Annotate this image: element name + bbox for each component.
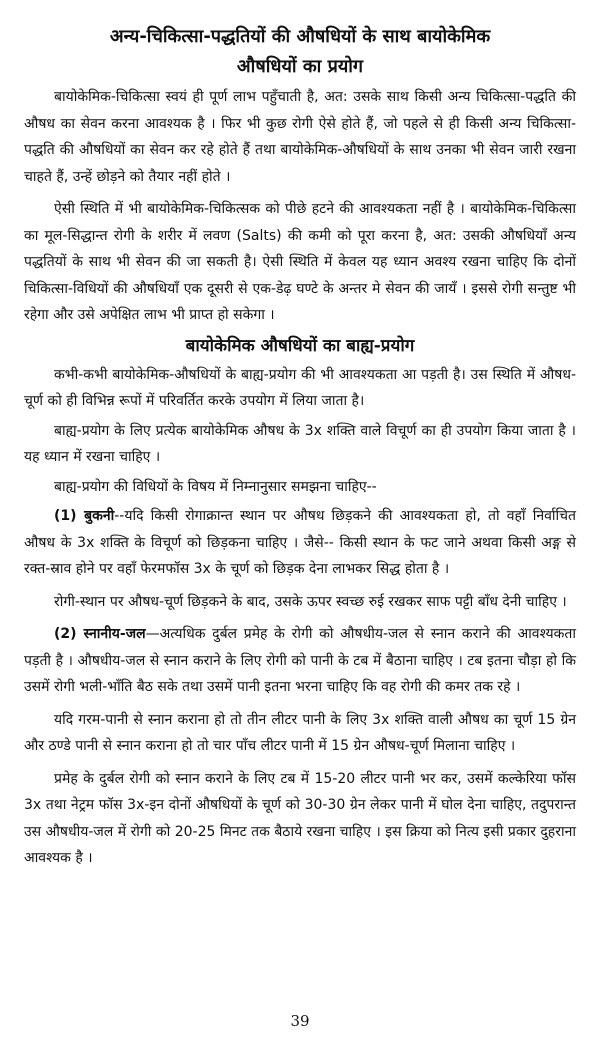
paragraph-water-dose: यदि गरम-पानी से स्नान कराना हो तो तीन लीटर पानी के लिए 3x शक्ति वाली औषध का चूर्ण 15 ग्रेन और ठण्डे पानी से स्नान कराना हो तो चार पाँच लीटर पानी में 15 ग्रेन औषध-चूर्ण मिलाना चाहिए । (24, 711, 576, 754)
page-number: 39 (290, 1012, 310, 1030)
paragraph-external-need: कभी-कभी बायोकेमिक-औषधियों के बाह्य-प्रयोग की भी आवश्यकता आ पड़ती है। उस स्थिति में औषध-चूर्ण को ही विभिन्न रूपों में परिवर्तित करके उपयोग में लिया जाता है। (24, 366, 576, 409)
title-line-2: औषधियों का प्रयोग (236, 56, 364, 77)
method-powder-text: --यदि किसी रोगाक्रान्त स्थान पर औषध छिड़कने की आवश्यकता हो, तो वहाँ निर्वाचित औषध के 3x शक्ति के विचूर्ण को छिड़कना चाहिए । जैसे-- किसी स्थान के फट जाने अथवा किसी अङ्ग से रक्त-स्राव होने पर वहाँ फेरमफॉस 3x के चूर्ण को छिड़क देना लाभकर सिद्ध होता है । (24, 508, 576, 577)
paragraph-bandage: रोगी-स्थान पर औषध-चूर्ण छिड़कने के बाद, उसके ऊपर स्वच्छ रुई रखकर साफ पट्टी बाँध देनी चाहिए । (54, 593, 567, 610)
paragraph-methods-intro: बाह्य-प्रयोग की विधियों के विषय में निम्नानुसार समझना चाहिए-- (54, 478, 377, 495)
paragraph-method-powder (24, 503, 576, 583)
page-title (24, 22, 576, 82)
title-line-1: अन्य-चिकित्सा-पद्धतियों की औषधियों के साथ बायोकेमिक (109, 26, 491, 47)
paragraph-intro: बायोकेमिक-चिकित्सा स्वयं ही पूर्ण लाभ पहुँचाती है, अत: उसके साथ किसी अन्य चिकित्सा-पद्धति की औषध का सेवन करना आवश्यक है । फिर भी कुछ रोगी ऐसे होते हैं, जो पहले से ही किसी अन्य चिकित्सा-पद्धति की औषधियों का सेवन कर रहे होते हैं तथा बायोकेमिक-औषधियों के साथ उनका भी सेवन जारी रखना चाहते हैं, उन्हें छोड़ने को तैयार नहीं होते । (24, 89, 576, 185)
paragraph-method-bath (24, 621, 576, 701)
paragraph-combination: ऐसी स्थिति में भी बायोकेमिक-चिकित्सक को पीछे हटने की आवश्यकता नहीं है । बायोकेमिक-चिकित्सा का मूल-सिद्धान्त रोगी के शरीर में लवण (Salts) की कमी को पूरा करना है, अत: उसकी औषधियाँ अन्य पद्धतियों के साथ भी सेवन की जा सकती है। ऐसी स्थिति में केवल यह ध्यान अवश्य रखना चाहिए कि दोनों चिकित्सा-विधियों की औषधियाँ एक दूसरी से एक-डेढ़ घण्टे के अन्तर मे सेवन की जायँ । इससे रोगी सन्तुष्ट भी रहेगा और उसे अपेक्षित लाभ भी प्राप्त हो सकेगा । (24, 201, 576, 323)
paragraph-3x-potency: बाह्य-प्रयोग के लिए प्रत्येक बायोकेमिक औषध के 3x शक्ति वाले विचूर्ण का ही उपयोग किया जाता है । यह ध्यान में रखना चाहिए । (24, 422, 576, 465)
method-powder-label: (1) बुकनी (54, 508, 115, 524)
section-heading-external-use: बायोकेमिक औषधियों का बाह्य-प्रयोग (185, 335, 415, 356)
method-bath-text: —अत्यधिक दुर्बल प्रमेह के रोगी को औषधीय-जल से स्नान कराने की आवश्यकता पड़ती है । औषधीय-जल से स्नान कराने के लिए रोगी को पानी के टब में बैठाना चाहिए । टब इतना चौड़ा हो कि उसमें रोगी भली-भाँति बैठ सके तथा उसमें पानी इतना भरना चाहिए कि वह रोगी की कमर तक रहे । (24, 626, 576, 695)
paragraph-prameh-bath: प्रमेह के दुर्बल रोगी को स्नान कराने के लिए टब में 15-20 लीटर पानी भर कर, उसमें कल्केरिया फॉस 3x तथा नेट्रम फॉस 3x-इन दोनों औषधियों के चूर्ण को 30-30 ग्रेन लेकर पानी में घोल देना चाहिए, तदुपरान्त उस औषधीय-जल में रोगी को 20-25 मिनट तक बैठाये रखना चाहिए । इस क्रिया को नित्य इसी प्रकार दुहराना आवश्यक है । (24, 770, 576, 866)
method-bath-label: (2) स्नानीय-जल (54, 626, 146, 642)
